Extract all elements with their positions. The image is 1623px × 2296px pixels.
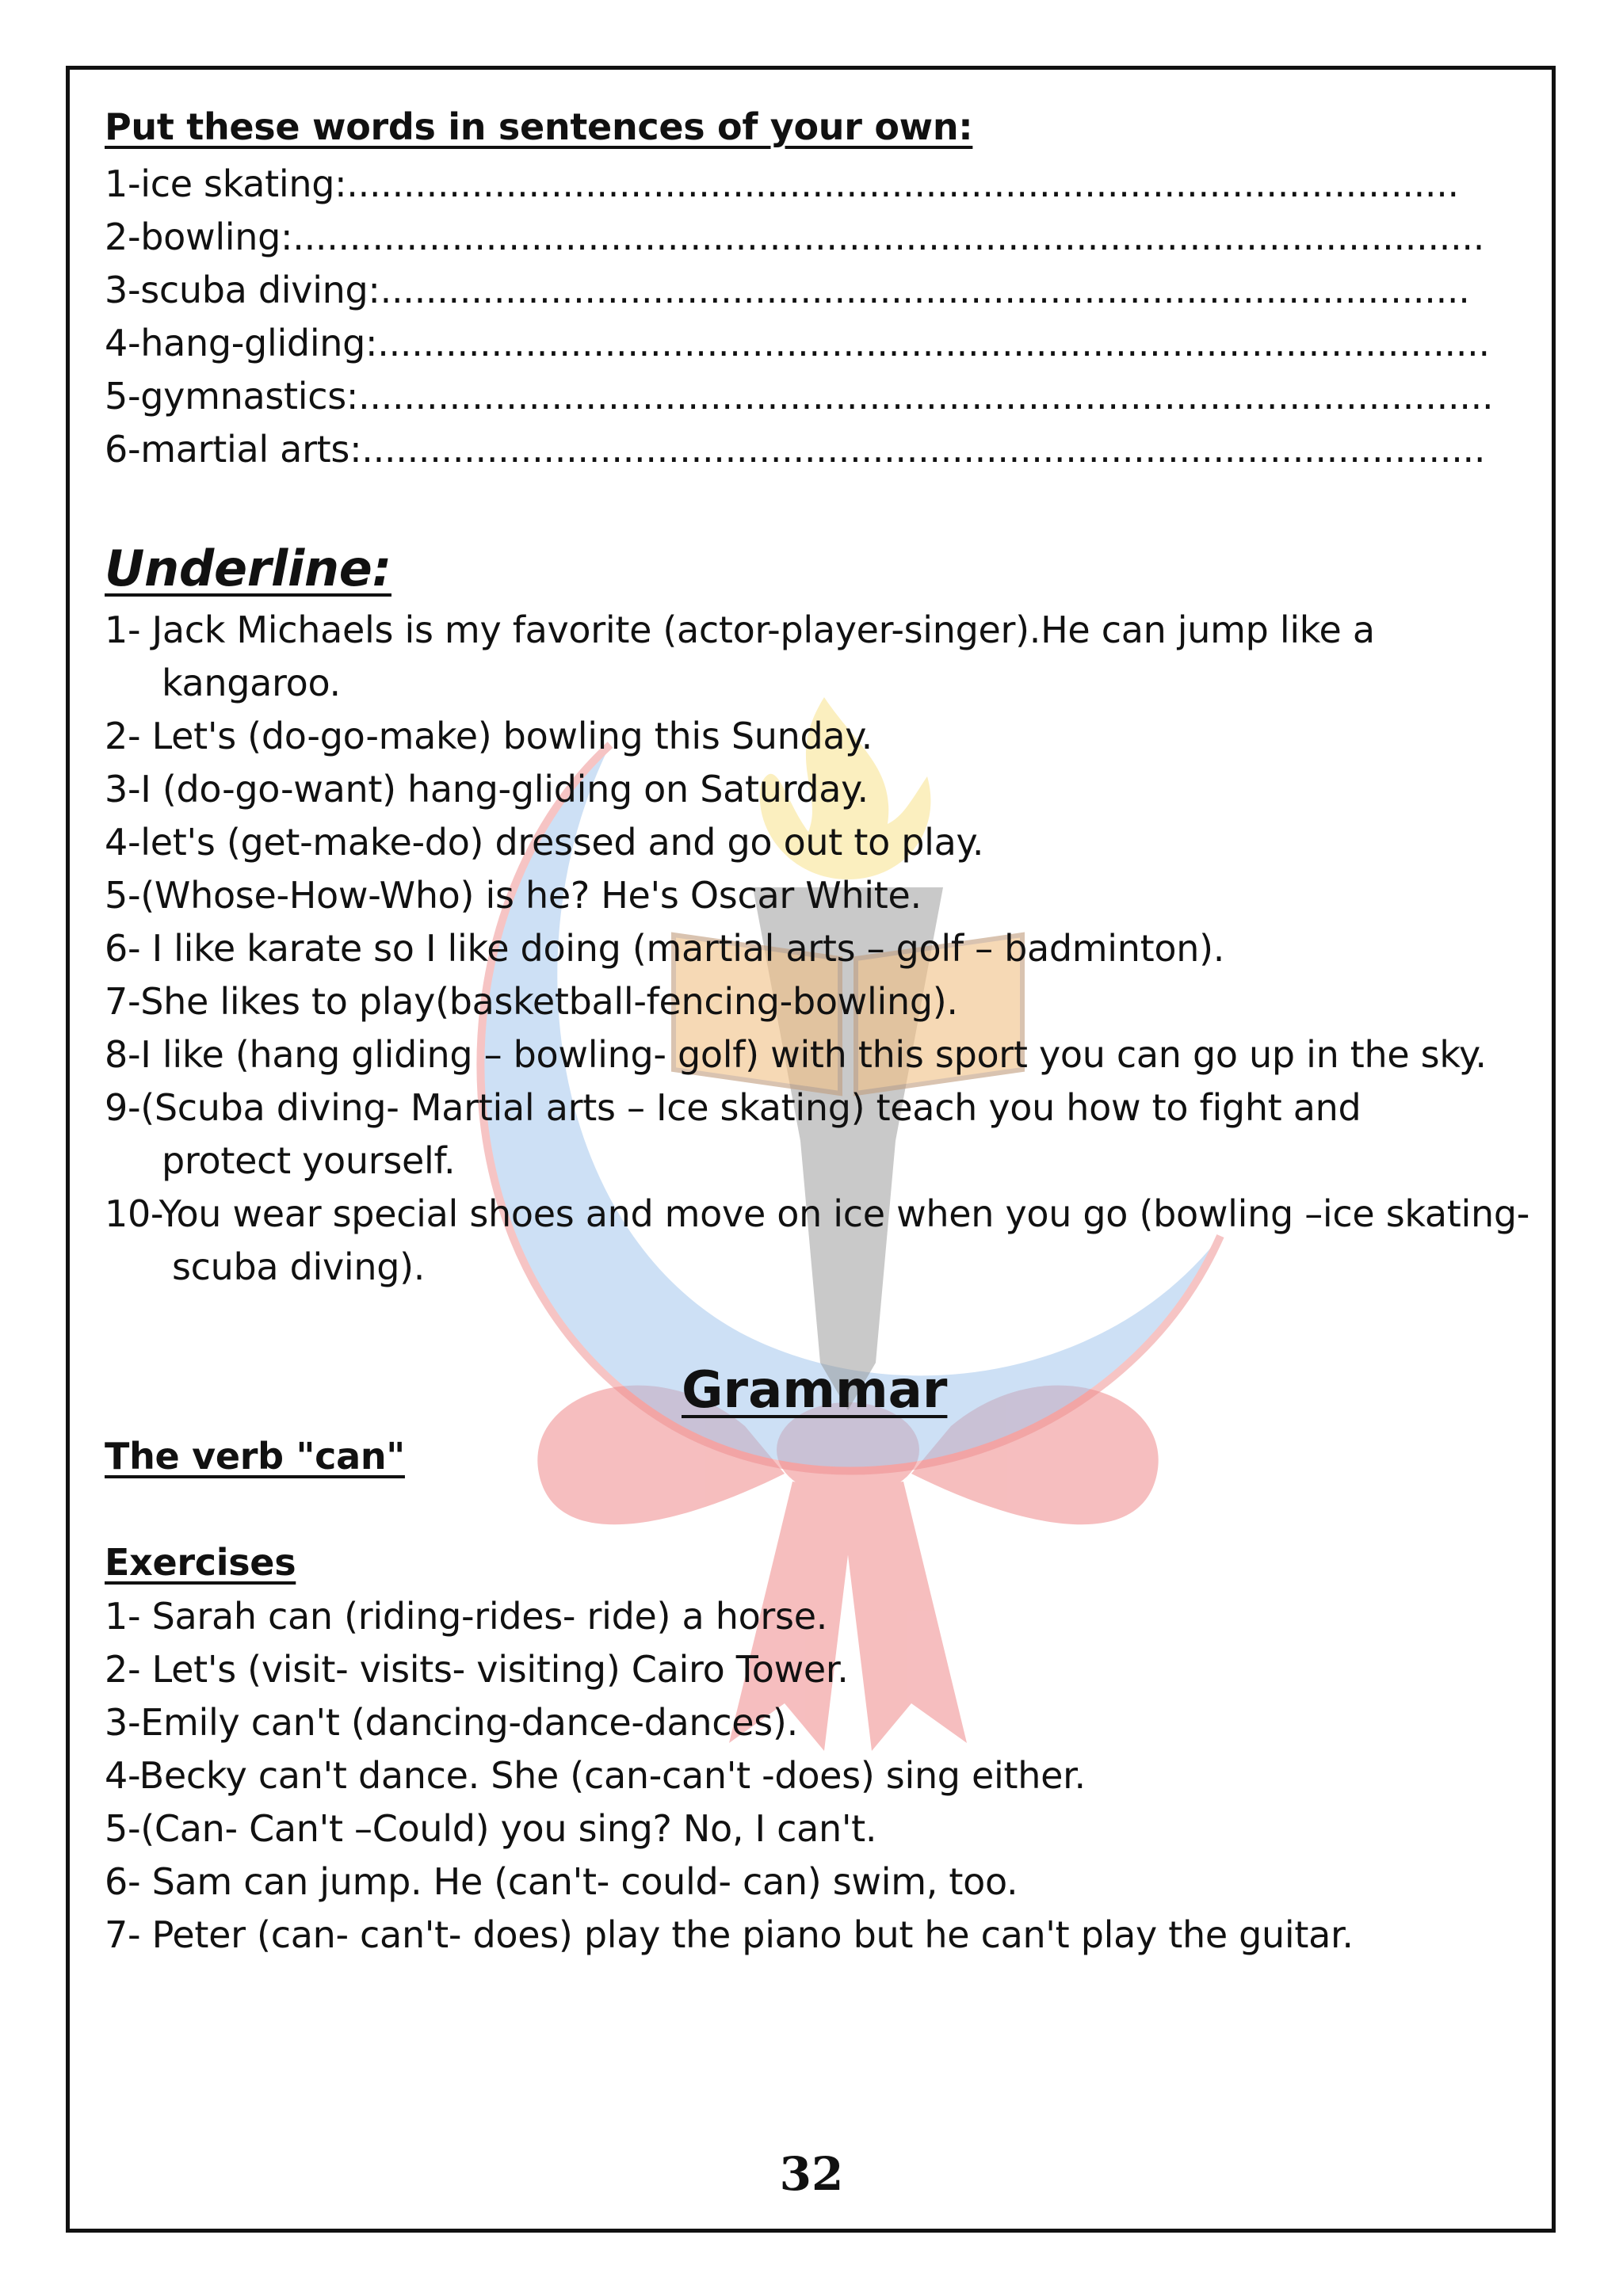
sentence-item: 1-ice skating:.................................................................................................. xyxy=(105,162,1459,205)
underline-item: 4-let's (get-make-do) dressed and go out to play. xyxy=(105,821,984,864)
exercise-item: 3-Emily can't (dancing-dance-dances). xyxy=(105,1701,798,1744)
underline-item: 10-You wear special shoes and move on ice when you go (bowling –ice skating- xyxy=(105,1192,1530,1235)
underline-item-continuation: scuba diving). xyxy=(172,1245,426,1288)
exercise-item: 6- Sam can jump. He (can't- could- can) swim, too. xyxy=(105,1860,1018,1903)
page-number: 32 xyxy=(779,2147,844,2201)
grammar-title: Grammar xyxy=(682,1361,948,1420)
exercise-item: 7- Peter (can- can't- does) play the piano but he can't play the guitar. xyxy=(105,1913,1354,1956)
underline-item: 6- I like karate so I like doing (martial arts – golf – badminton). xyxy=(105,927,1225,970)
sentences-heading: Put these words in sentences of your own: xyxy=(105,105,973,148)
underline-item: 1- Jack Michaels is my favorite (actor-player-singer).He can jump like a xyxy=(105,608,1375,651)
underline-item-continuation: kangaroo. xyxy=(162,662,341,704)
underline-item: 9-(Scuba diving- Martial arts – Ice skating) teach you how to fight and xyxy=(105,1086,1361,1129)
sentence-item: 3-scuba diving:................................................................................................ xyxy=(105,269,1470,311)
exercise-item: 4-Becky can't dance. She (can-can't -does) sing either. xyxy=(105,1754,1086,1797)
sentence-item: 5-gymnastics:.................................................................................................... xyxy=(105,375,1494,418)
underline-item-continuation: protect yourself. xyxy=(162,1139,456,1182)
underline-heading: Underline: xyxy=(105,540,391,597)
sentence-item: 2-bowling:......................................................................................................... xyxy=(105,215,1485,258)
verb-can-heading: The verb "can" xyxy=(105,1435,405,1478)
sentence-item: 6-martial arts:................................................................................................... xyxy=(105,428,1486,471)
sentence-item: 4-hang-gliding:.................................................................................................. xyxy=(105,322,1490,364)
underline-item: 2- Let's (do-go-make) bowling this Sunday. xyxy=(105,715,873,757)
exercises-heading: Exercises xyxy=(105,1541,296,1584)
underline-item: 3-I (do-go-want) hang-gliding on Saturday. xyxy=(105,768,869,810)
exercise-item: 1- Sarah can (riding-rides- ride) a horse. xyxy=(105,1595,828,1638)
exercise-item: 5-(Can- Can't –Could) you sing? No, I can't. xyxy=(105,1807,877,1850)
exercise-item: 2- Let's (visit- visits- visiting) Cairo Tower. xyxy=(105,1648,849,1691)
underline-item: 7-She likes to play(basketball-fencing-bowling). xyxy=(105,980,958,1023)
underline-item: 5-(Whose-How-Who) is he? He's Oscar White. xyxy=(105,874,922,917)
underline-item: 8-I like (hang gliding – bowling- golf) with this sport you can go up in the sky. xyxy=(105,1033,1487,1076)
